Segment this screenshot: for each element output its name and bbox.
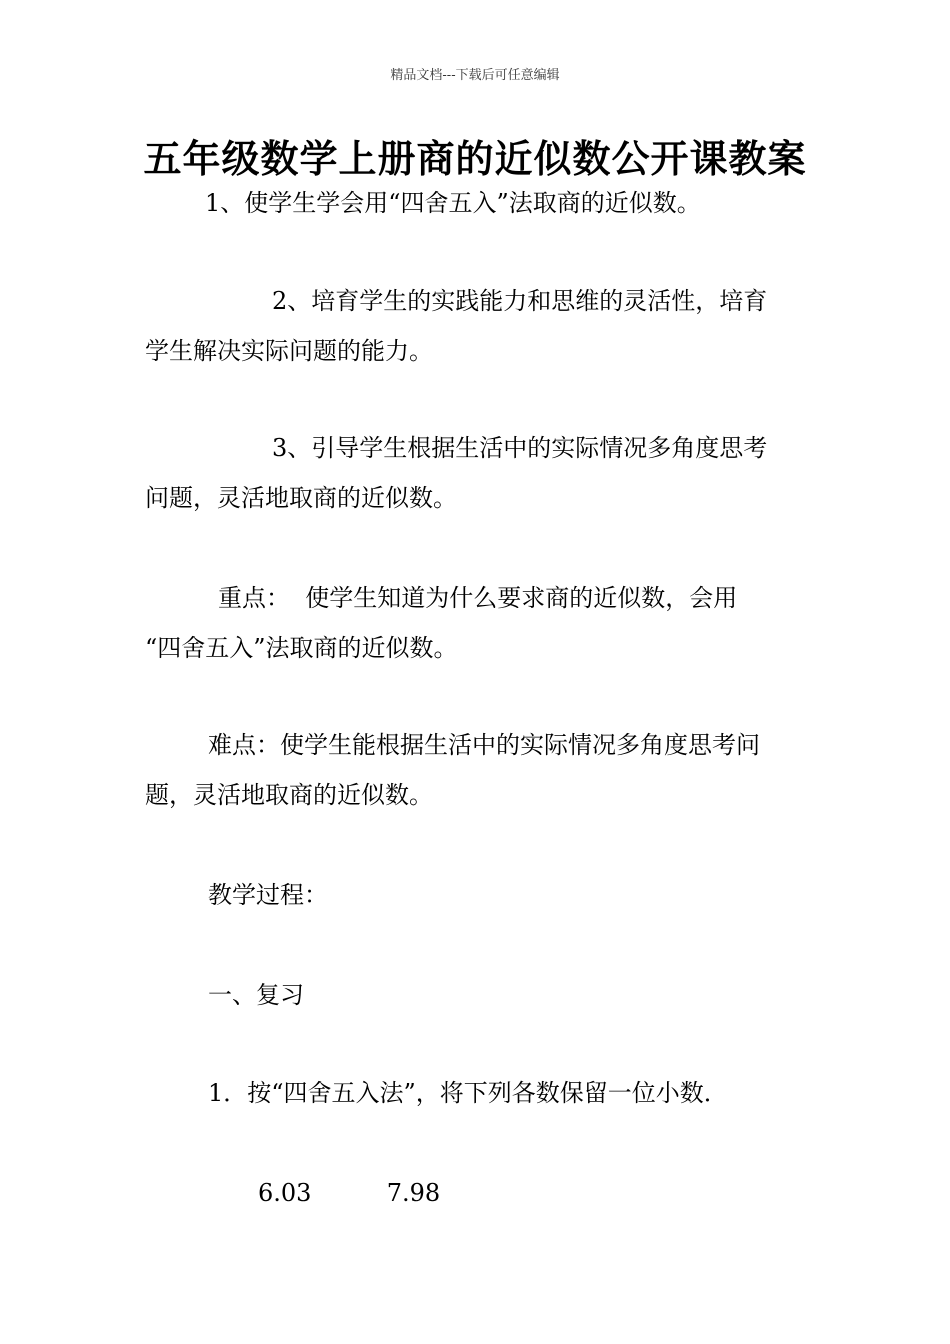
objective-3-line-2: 问题，灵活地取商的近似数。 [145, 484, 457, 512]
difficulty-line-2: 题，灵活地取商的近似数。 [145, 781, 433, 809]
exercise-value: 7.98 [386, 1179, 441, 1207]
key-point-line-2: “四舍五入”法取商的近似数。 [145, 634, 458, 662]
document-title: 五年级数学上册商的近似数公开课教案 [143, 137, 807, 181]
exercise-values [258, 1168, 658, 1218]
key-point-line-1: 重点： 使学生知道为什么要求商的近似数，会用 [218, 584, 738, 612]
difficulty-line-1: 难点：使学生能根据生活中的实际情况多角度思考问 [208, 731, 760, 759]
process-heading: 教学过程： [208, 881, 328, 909]
objective-2-line-2: 学生解决实际问题的能力。 [145, 337, 433, 365]
section-1-heading: 一、复习 [208, 981, 304, 1009]
objective-1: 1、使学生学会用“四舍五入”法取商的近似数。 [205, 189, 701, 217]
objective-2-line-1: 2、培育学生的实践能力和思维的灵活性，培育 [272, 287, 768, 315]
objective-3-line-1: 3、引导学生根据生活中的实际情况多角度思考 [272, 434, 768, 462]
page-header-watermark: 精品文档---下载后可任意编辑 [390, 68, 560, 83]
exercise-1: 1．按“四舍五入法”，将下列各数保留一位小数． [208, 1079, 728, 1107]
exercise-value: 6.03 [258, 1179, 312, 1207]
